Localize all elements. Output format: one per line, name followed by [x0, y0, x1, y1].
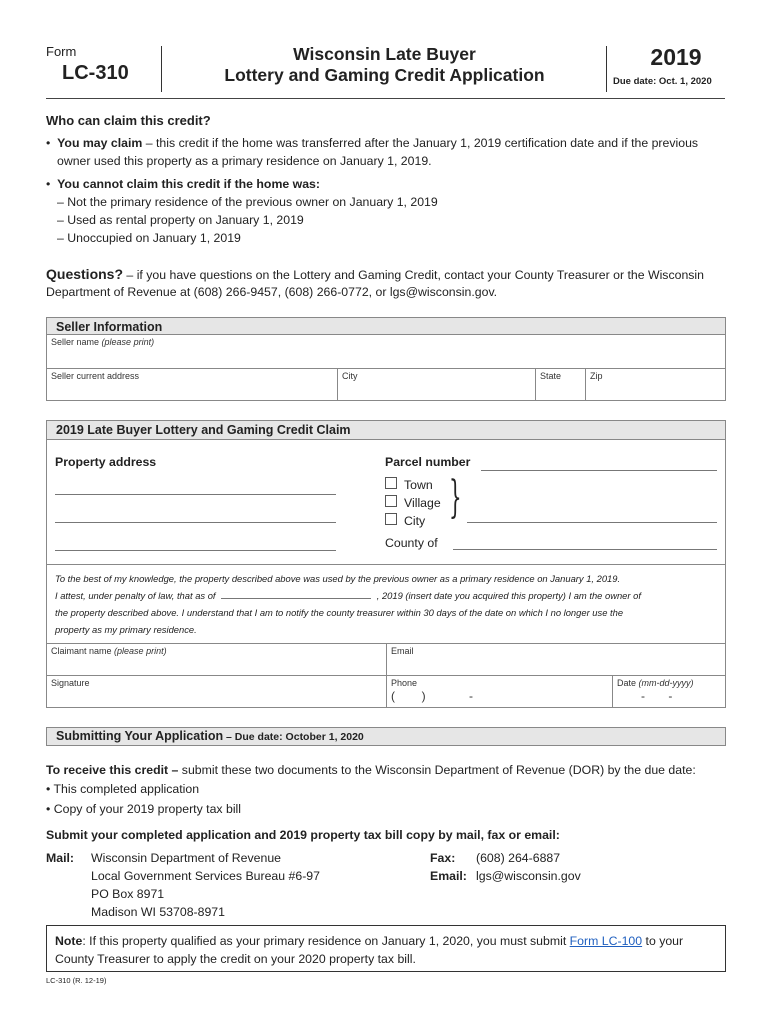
attestation-line-2a: I attest, under penalty of law, that as of — [55, 590, 216, 601]
seller-section — [46, 317, 726, 401]
city-label: City — [404, 514, 426, 528]
receive-bold: To receive this credit – — [46, 763, 179, 777]
note-text-2: to your — [642, 934, 684, 948]
attestation-line-2b: , 2019 (insert date you acquired this property) I am the owner of — [376, 590, 641, 601]
mail-line-1: Wisconsin Department of Revenue — [91, 851, 282, 865]
seller-name-label: Seller name — [51, 337, 100, 347]
seller-address-label: Seller current address — [51, 371, 140, 381]
may-claim-text-1: – this credit if the home was transferred after the January 1, 2019 certification date and if the previous — [142, 136, 699, 150]
town-checkbox[interactable] — [385, 477, 397, 489]
mail-line-2: Local Government Services Bureau #6-97 — [91, 869, 320, 883]
questions-bold: Questions? — [46, 266, 124, 282]
attestation-block — [47, 564, 725, 638]
date-format: - - — [641, 689, 673, 703]
date-field[interactable] — [612, 675, 725, 707]
header-due-date: Due date: Oct. 1, 2020 — [613, 76, 712, 87]
seller-name-hint: (please print) — [101, 337, 155, 347]
date-hint: (mm-dd-yyyy) — [638, 678, 694, 688]
municipality-name-line[interactable] — [467, 522, 717, 523]
claimant-name-hint: (please print) — [114, 646, 167, 656]
property-address-line-2[interactable] — [55, 522, 336, 523]
claimant-name-field[interactable] — [47, 643, 386, 675]
note-box — [46, 925, 726, 972]
property-address-label: Property address — [55, 455, 157, 469]
seller-state-field[interactable] — [535, 368, 585, 400]
parcel-number-line[interactable] — [481, 470, 717, 471]
phone-format: ( ) - — [391, 689, 474, 703]
seller-name-field[interactable] — [47, 335, 725, 368]
claimant-name-label: Claimant name — [51, 646, 112, 656]
fax-label: Fax: — [430, 851, 456, 865]
attestation-line-1: To the best of my knowledge, the property described above was used by the previous owner as a primary residence on January 1, 2019. — [55, 573, 621, 584]
email-value: lgs@wisconsin.gov — [476, 869, 581, 883]
county-line[interactable] — [453, 549, 717, 550]
form-title — [162, 44, 607, 86]
questions-text-2: Department of Revenue at (608) 266-9457, (608) 266-0772, or lgs@wisconsin.gov. — [46, 285, 498, 299]
who-heading: Who can claim this credit? — [46, 113, 211, 128]
title-line-2: Lottery and Gaming Credit Application — [224, 65, 545, 85]
receive-text: submit these two documents to the Wisconsin Department of Revenue (DOR) by the due date: — [178, 763, 696, 777]
claimant-email-label: Email — [391, 646, 414, 656]
submit-heading-due: – Due date: October 1, 2020 — [223, 731, 364, 743]
phone-label: Phone — [391, 678, 418, 688]
city-checkbox[interactable] — [385, 513, 397, 525]
attestation-line-4: property as my primary residence. — [55, 624, 197, 635]
header-rule — [46, 98, 725, 99]
seller-state-label: State — [540, 371, 562, 381]
form-number: LC-310 — [62, 62, 129, 84]
note-line-2: County Treasurer to apply the credit on your 2020 property tax bill. — [55, 952, 416, 966]
questions-line-1 — [46, 265, 746, 284]
receive-line — [46, 761, 746, 779]
may-claim-bold: You may claim — [57, 136, 143, 150]
mail-line-3: PO Box 8971 — [91, 887, 165, 901]
town-label: Town — [404, 478, 433, 492]
submit-heading-text: Submitting Your Application — [56, 729, 224, 743]
seller-address-field[interactable] — [47, 368, 337, 400]
signature-field[interactable] — [47, 675, 386, 707]
claim-section — [46, 420, 726, 708]
seller-city-label: City — [342, 371, 358, 381]
submit-heading-bar — [46, 727, 726, 746]
mail-address — [91, 849, 320, 921]
bullet: • — [46, 177, 58, 191]
acquired-date-line[interactable] — [221, 589, 371, 599]
note-line-1 — [55, 932, 720, 950]
property-address-line-3[interactable] — [55, 550, 336, 551]
phone-field[interactable] — [386, 675, 612, 707]
cannot-item-3: – Unoccupied on January 1, 2019 — [57, 231, 241, 245]
seller-heading: Seller Information — [47, 318, 725, 335]
signature-label: Signature — [51, 678, 90, 688]
submit-method-heading: Submit your completed application and 2019 property tax bill copy by mail, fax or email: — [46, 828, 560, 842]
claim-heading: 2019 Late Buyer Lottery and Gaming Credit Claim — [47, 421, 725, 440]
bullet: • — [46, 136, 58, 150]
village-checkbox[interactable] — [385, 495, 397, 507]
form-word: Form — [46, 44, 77, 59]
date-label: Date — [617, 678, 637, 688]
submit-heading — [56, 729, 364, 743]
may-claim-text-2: owner used this property as a primary residence on January 1, 2019. — [57, 154, 432, 168]
mail-line-4: Madison WI 53708-8971 — [91, 905, 225, 919]
may-claim-block — [46, 134, 736, 152]
submit-item-2: • Copy of your 2019 property tax bill — [46, 802, 242, 816]
mail-label: Mail: — [46, 851, 75, 865]
footer-code: LC-310 (R. 12-19) — [46, 976, 107, 985]
municipality-brace: } — [449, 472, 462, 523]
questions-text-1: – if you have questions on the Lottery and Gaming Credit, contact your County Treasurer or the Wisconsin — [123, 268, 705, 282]
form-year: 2019 — [650, 44, 702, 70]
parcel-number-label: Parcel number — [385, 455, 471, 469]
email-label: Email: — [430, 869, 467, 883]
cannot-claim-bold: You cannot claim this credit if the home was: — [57, 177, 320, 191]
attestation-line-2 — [55, 587, 725, 604]
cannot-item-1: – Not the primary residence of the previous owner on January 1, 2019 — [57, 195, 438, 209]
village-label: Village — [404, 496, 441, 510]
property-address-line-1[interactable] — [55, 494, 336, 495]
submit-item-1: • This completed application — [46, 782, 200, 796]
seller-city-field[interactable] — [337, 368, 535, 400]
fax-value: (608) 264-6887 — [476, 851, 561, 865]
seller-zip-field[interactable] — [585, 368, 725, 400]
county-of-label: County of — [385, 536, 438, 550]
title-line-1: Wisconsin Late Buyer — [293, 44, 476, 64]
form-lc100-link[interactable]: Form LC-100 — [569, 934, 643, 948]
cannot-item-2: – Used as rental property on January 1, 2019 — [57, 213, 304, 227]
seller-zip-label: Zip — [590, 371, 603, 381]
note-text-1: : If this property qualified as your primary residence on January 1, 2020, you must submit — [82, 934, 567, 948]
note-bold: Note — [55, 934, 83, 948]
claimant-email-field[interactable] — [386, 643, 725, 675]
cannot-claim-line — [46, 175, 320, 193]
attestation-line-3: the property described above. I understand that I am to notify the county treasurer within 30 days of the date on which I no longer use the — [55, 607, 624, 618]
